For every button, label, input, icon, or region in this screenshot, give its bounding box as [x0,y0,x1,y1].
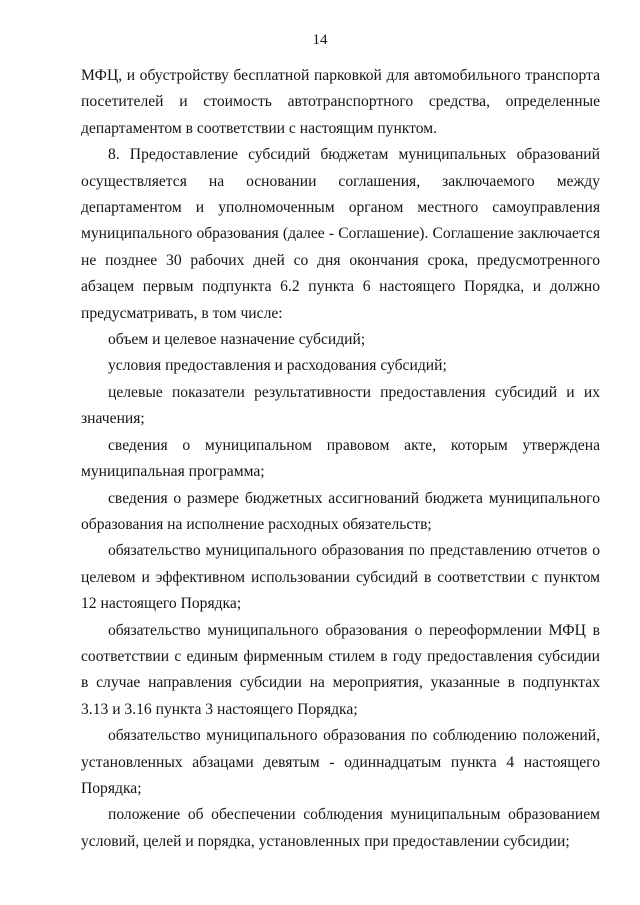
paragraph-clause-8: 8. Предоставление субсидий бюджетам муниципальных образований осуществляется на основании соглашения, заключаемого между департаментом и уполномоченным органом местного самоуправления муниципального образования (далее - Соглашение). Соглашение заключается не позднее 30 рабочих дней со дня окончания срока, предусмотренного абзацем первым подпункта 6.2 пункта 6 настоящего Порядка, и должно предусматривать, в том числе: [81,146,600,322]
list-item-conditions: условия предоставления и расходования субсидий; [108,357,447,375]
page-number: 14 [312,32,328,48]
list-item-conditions-observance: положение об обеспечении соблюдения муниципальным образованием условий, целей и порядка, установленных при предоставлении субсидии; [81,806,600,850]
list-item-indicators: целевые показатели результативности предоставления субсидий и их значения; [81,383,600,428]
list-item-volume: объем и целевое назначение субсидий; [108,331,366,349]
document-body [81,63,600,855]
list-item-legal-act: сведения о муниципальном правовом акте, которым утверждена муниципальная программа; [81,436,600,481]
list-item-branding: обязательство муниципального образования о переоформлении МФЦ в соответствии с единым фирменным стилем в году предоставления субсидии в случае направления субсидии на мероприятия, указанные в подпунктах 3.13 и 3.16 пункта 3 настоящего Порядка; [81,621,600,718]
list-item-compliance: обязательство муниципального образования по соблюдению положений, установленных абзацами девятым - одиннадцатым пункта 4 настоящего Порядка; [81,727,600,797]
list-item-budget: сведения о размере бюджетных ассигнований бюджета муниципального образования на исполнение расходных обязательств; [81,489,600,533]
list-item-reports: обязательство муниципального образования по представлению отчетов о целевом и эффективном использовании субсидий в соответствии с пунктом 12 настоящего Порядка; [81,542,600,613]
paragraph-continuation: МФЦ, и обустройству бесплатной парковкой для автомобильного транспорта посетителей и стоимость автотранспортного средства, определенные департаментом в соответствии с настоящим пунктом. [81,67,600,137]
